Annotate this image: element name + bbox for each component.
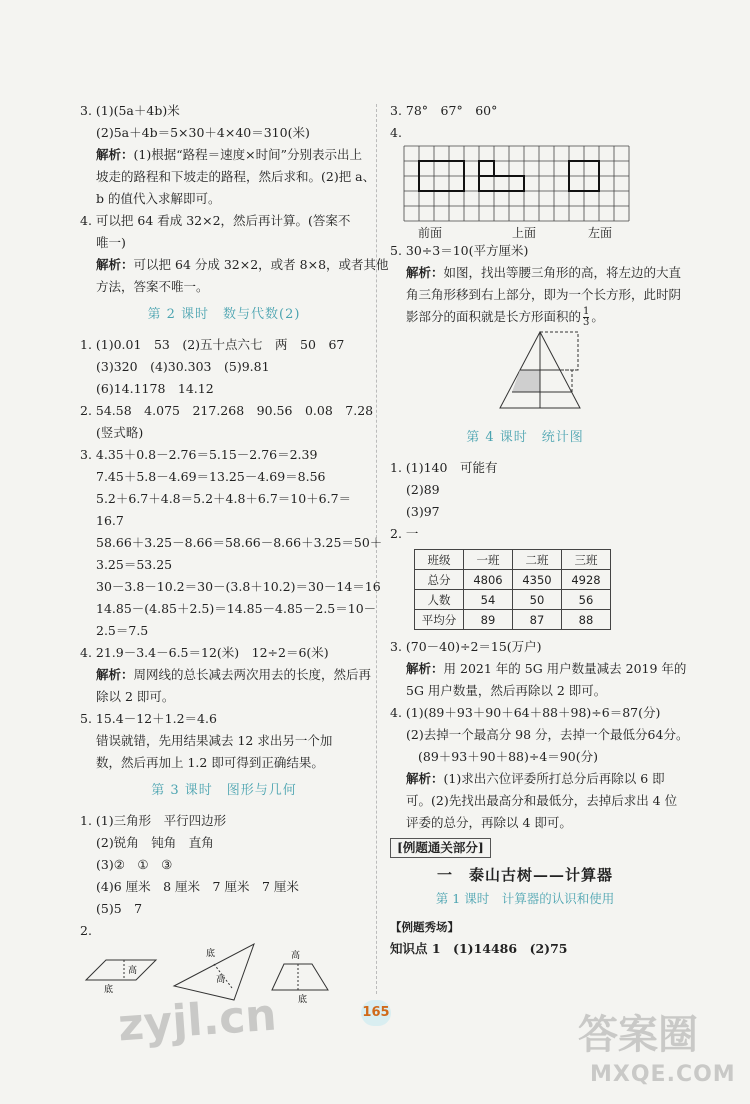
view-grid-block <box>402 144 660 240</box>
l2-line-2: (6)14.1178 14.12 <box>96 381 214 396</box>
l3-line-1: (2)锐角 钝角 直角 <box>96 835 214 850</box>
page-number: 165 <box>361 1000 391 1026</box>
table-header-cell: 一班 <box>464 550 513 570</box>
l2-line-10: 3.25＝53.25 <box>96 557 173 572</box>
table-row <box>415 610 611 630</box>
view-label-front: 前面 <box>418 226 443 240</box>
table-row <box>415 570 611 590</box>
l2-line-11: 30－3.8－10.2＝30－(3.8＋10.2)＝30－14＝16 <box>96 579 381 594</box>
parallelogram-figure <box>86 960 156 995</box>
l4-q4-line-3: (89＋93＋90＋88)÷4＝90(分) <box>418 749 598 764</box>
l4-line-1: (2)89 <box>406 482 440 497</box>
table-cell: 平均分 <box>415 610 464 630</box>
l4-q3-explanation-2: 5G 用户数量，然后再除以 2 即可。 <box>406 683 607 698</box>
explanation-text: 周网线的总长减去两次用去的长度，然后再 <box>133 667 372 682</box>
q4-line-2: 唯一) <box>96 235 126 250</box>
explanation-text: 影部分的面积就是长方形面积的 <box>406 309 582 324</box>
explanation-label: 解析： <box>406 661 444 676</box>
table-cell: 89 <box>464 610 513 630</box>
l2-line-14: 4. 21.9－3.4－6.5＝12(米) 12÷2＝6(米) <box>80 645 329 660</box>
label-high-2: 高 <box>216 975 226 985</box>
q4-explanation-2: 方法，答案不唯一。 <box>96 279 209 294</box>
l4-q4-explanation-3: 评委的总分，再除以 4 即可。 <box>406 815 572 830</box>
section-band: [例题通关部分] <box>390 838 491 858</box>
table-cell: 4806 <box>464 570 513 590</box>
explanation-text: 如图，找出等腰三角形的高，将左边的大直 <box>443 265 682 280</box>
right-column <box>390 100 689 960</box>
q3-line-2: (2)5a＋4b＝5×30＋4×40＝310(米) <box>96 125 310 140</box>
fraction-numerator: 1 <box>583 306 590 317</box>
explanation-text: (1)根据“路程＝速度×时间”分别表示出上 <box>133 147 362 162</box>
l3-line-2: (3)② ① ③ <box>96 857 173 872</box>
l4-q4-line-1: 4. (1)(89＋93＋90＋64＋88＋98)÷6＝87(分) <box>390 705 661 720</box>
l3-line-4: (5)5 7 <box>96 901 143 916</box>
lesson-1-subtitle: 第 1 课时 计算器的认识和使用 <box>435 891 615 906</box>
table-header-cell: 三班 <box>562 550 611 570</box>
label-high-1: 高 <box>128 966 138 976</box>
r-q5-explanation-3 <box>390 306 660 328</box>
table-header-cell: 班级 <box>415 550 464 570</box>
table-cell: 88 <box>562 610 611 630</box>
l4-q3-explanation-1 <box>390 658 687 680</box>
l4-line-2: (3)97 <box>406 504 440 519</box>
explanation-label: 解析： <box>406 771 444 786</box>
l2-line-5: 3. 4.35＋0.8－2.76＝5.15－2.76＝2.39 <box>80 447 318 462</box>
label-base-3: 底 <box>298 995 308 1005</box>
explanation-text: 用 2021 年的 5G 用户数量减去 2019 年的 <box>443 661 687 676</box>
l4-line-0: 1. (1)140 可能有 <box>390 460 498 475</box>
label-base-1: 底 <box>104 985 114 995</box>
l2-q5-line-2: 错误就错，先用结果减去 12 求出另一个加 <box>96 733 333 748</box>
l3-line-3: (4)6 厘米 8 厘米 7 厘米 7 厘米 <box>96 879 299 894</box>
class-score-table <box>414 549 611 630</box>
table-header-cell: 二班 <box>513 550 562 570</box>
l3-line-5: 2. <box>80 923 92 938</box>
r-q5: 5. 30÷3＝10(平方厘米) <box>390 243 529 258</box>
l2-line-3: 2. 54.58 4.075 217.268 90.56 0.08 7.28 <box>80 403 374 418</box>
q3-explanation-3: b 的值代入求解即可。 <box>96 191 221 206</box>
view-outline <box>479 161 494 176</box>
r-q3: 3. 78° 67° 60° <box>390 103 498 118</box>
l2-line-13: 2.5＝7.5 <box>96 623 149 638</box>
q3-explanation-1 <box>80 144 368 166</box>
l2-line-12: 14.85－(4.85＋2.5)＝14.85－4.85－2.5＝10－ <box>96 601 377 616</box>
trapezoid-figure <box>272 949 328 1005</box>
l2-q5-line-3: 数，然后再加上 1.2 即可得到正确结果。 <box>96 755 324 770</box>
view-grid <box>402 144 642 224</box>
q3-line-1: 3. (1)(5a＋4b)米 <box>80 103 180 118</box>
table-cell: 4350 <box>513 570 562 590</box>
explanation-text: 可以把 64 分成 32×2，或者 8×8，或者其他 <box>133 257 389 272</box>
explanation-label: 解析： <box>406 265 444 280</box>
table-cell: 54 <box>464 590 513 610</box>
l2-q5-line-1: 5. 15.4－12＋1.2＝4.6 <box>80 711 217 726</box>
l4-q4-line-2: (2)去掉一个最高分 98 分，去掉一个最低分64分。 <box>406 727 689 742</box>
explanation-label: 解析： <box>96 257 134 272</box>
l2-line-0: 1. (1)0.01 53 (2)五十点六七 两 50 67 <box>80 337 345 352</box>
q3-explanation-2: 坡走的路程和下坡走的路程，然后求和。(2)把 a、 <box>96 169 376 184</box>
lesson-4-title: 第 4 课时 统计图 <box>466 430 584 445</box>
l4-line-3: 2. 一 <box>390 526 419 541</box>
l4-q4-explanation-2: 可。(2)先找出最高分和最低分，去掉后求出 4 位 <box>406 793 678 808</box>
table-cell: 56 <box>562 590 611 610</box>
l3-line-0: 1. (1)三角形 平行四边形 <box>80 813 227 828</box>
example-show-tag: 【例题秀场】 <box>390 920 459 934</box>
l4-q4-explanation-1 <box>390 768 665 790</box>
q4-explanation-1 <box>80 254 389 276</box>
view-label-top: 上面 <box>512 226 537 240</box>
explanation-label: 解析： <box>96 147 134 162</box>
l2-line-4: (竖式略) <box>96 425 144 440</box>
view-outline <box>479 176 524 191</box>
l2-line-8: 16.7 <box>96 513 124 528</box>
l2-line-6: 7.45＋5.8－4.69＝13.25－4.69＝8.56 <box>96 469 326 484</box>
label-base-2: 底 <box>206 949 216 959</box>
l2-line-7: 5.2＋6.7＋4.8＝5.2＋4.8＋6.7＝10＋6.7＝ <box>96 491 352 506</box>
l2-explanation-2: 除以 2 即可。 <box>96 689 175 704</box>
watermark-bottom: MXQE.COM <box>590 1062 736 1087</box>
table-cell: 人数 <box>415 590 464 610</box>
l4-q3: 3. (70－40)÷2＝15(万户) <box>390 639 542 654</box>
table-cell: 50 <box>513 590 562 610</box>
table-cell: 87 <box>513 610 562 630</box>
lesson-2-title: 第 2 课时 数与代数(2) <box>147 307 301 322</box>
r-q5-explanation-1 <box>390 262 682 284</box>
triangle-shading-figure <box>390 328 660 414</box>
r-q4: 4. <box>390 125 402 140</box>
fraction-tail: 。 <box>591 309 604 324</box>
explanation-text: (1)求出六位评委所打总分后再除以 6 即 <box>443 771 665 786</box>
explanation-label: 解析： <box>96 667 134 682</box>
label-high-3: 高 <box>291 951 301 961</box>
lesson-3-title: 第 3 课时 图形与几何 <box>151 783 297 798</box>
l2-explanation-1 <box>80 664 372 686</box>
knowledge-point-1: 知识点 1 (1)14486 (2)75 <box>390 941 568 956</box>
table-header-row <box>415 550 611 570</box>
table-cell: 4928 <box>562 570 611 590</box>
table-row <box>415 590 611 610</box>
fraction-one-third <box>583 307 589 328</box>
unit-title: 一 泰山古树——计算器 <box>436 866 613 884</box>
l2-line-1: (3)320 (4)30.303 (5)9.81 <box>96 359 270 374</box>
table-cell: 总分 <box>415 570 464 590</box>
watermark-right: 答案圈 <box>578 1012 698 1058</box>
fraction-denominator: 3 <box>583 317 590 328</box>
r-q5-explanation-2: 角三角形移到右上部分，即为一个长方形，此时阴 <box>406 287 682 302</box>
q4-line-1: 4. 可以把 64 看成 32×2，然后再计算。(答案不 <box>80 213 351 228</box>
view-label-left: 左面 <box>588 226 613 240</box>
watermark-left: zyjl.cn <box>116 989 279 1052</box>
l2-line-9: 58.66＋3.25－8.66＝58.66－8.66＋3.25＝50＋ <box>96 535 383 550</box>
